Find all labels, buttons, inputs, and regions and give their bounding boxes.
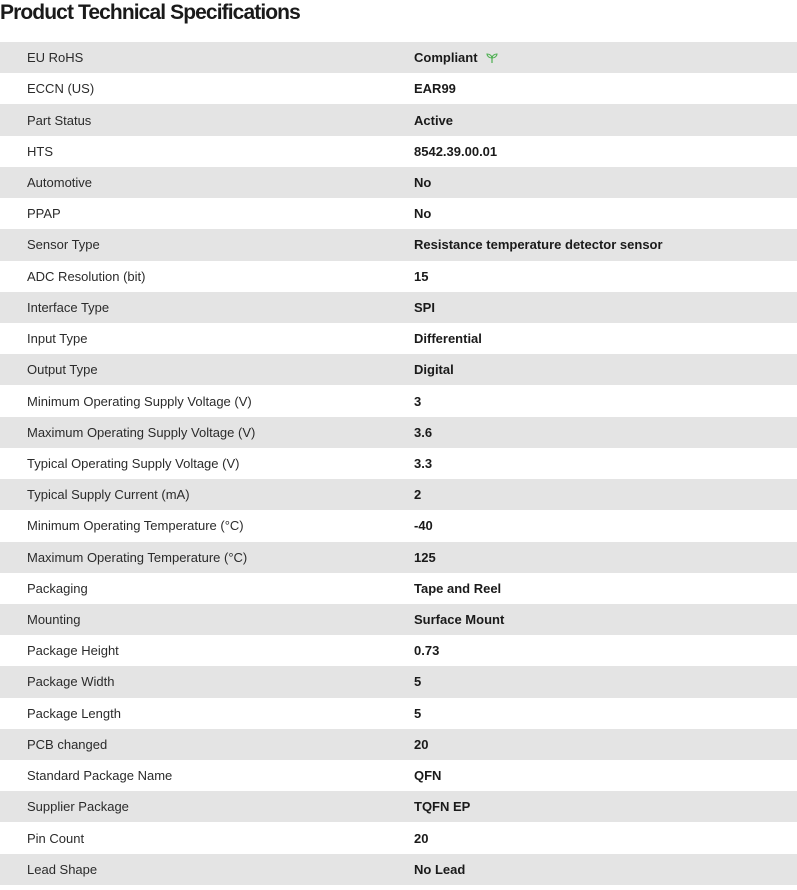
spec-row xyxy=(0,261,797,292)
spec-row xyxy=(0,104,797,135)
page-title: Product Technical Specifications xyxy=(0,1,300,24)
spec-row xyxy=(0,510,797,541)
spec-value-cell xyxy=(414,269,428,284)
spec-label: Packaging xyxy=(27,580,88,596)
spec-value-cell xyxy=(414,175,431,190)
spec-row xyxy=(0,136,797,167)
spec-value: Active xyxy=(414,112,454,128)
spec-value-cell xyxy=(414,643,439,658)
spec-label: Lead Shape xyxy=(27,861,98,877)
spec-row xyxy=(0,542,797,573)
spec-row xyxy=(0,385,797,416)
spec-row xyxy=(0,323,797,354)
spec-label: Package Length xyxy=(27,705,121,721)
spec-value: 3.3 xyxy=(414,455,433,471)
spec-value-cell xyxy=(414,206,431,221)
spec-row xyxy=(0,354,797,385)
spec-value: Surface Mount xyxy=(414,612,505,628)
spec-value: 3 xyxy=(414,393,422,409)
spec-label: Supplier Package xyxy=(27,799,129,815)
spec-label: Standard Package Name xyxy=(27,768,173,784)
spec-value-cell xyxy=(414,550,436,565)
spec-value: EAR99 xyxy=(414,81,456,97)
spec-row xyxy=(0,635,797,666)
spec-label: Maximum Operating Supply Voltage (V) xyxy=(27,424,256,440)
spec-value-cell xyxy=(414,831,428,846)
spec-label: Interface Type xyxy=(27,299,110,315)
spec-value-cell xyxy=(414,737,428,752)
spec-value-cell xyxy=(414,581,501,596)
spec-value: No xyxy=(414,206,432,222)
spec-value-cell xyxy=(414,799,470,814)
spec-value: 0.73 xyxy=(414,643,440,659)
spec-value-cell xyxy=(414,300,435,315)
spec-label: ADC Resolution (bit) xyxy=(27,268,146,284)
spec-value: QFN xyxy=(414,768,442,784)
spec-row xyxy=(0,729,797,760)
spec-label: Part Status xyxy=(27,112,92,128)
spec-row xyxy=(0,666,797,697)
spec-label: Minimum Operating Supply Voltage (V) xyxy=(27,393,252,409)
spec-row xyxy=(0,854,797,885)
spec-value: 20 xyxy=(414,736,429,752)
spec-row xyxy=(0,479,797,510)
spec-row xyxy=(0,73,797,104)
spec-value-cell xyxy=(414,331,482,346)
spec-row xyxy=(0,42,797,73)
spec-value: Differential xyxy=(414,331,482,347)
spec-value: Digital xyxy=(414,362,454,378)
spec-label: PPAP xyxy=(27,206,61,222)
spec-row xyxy=(0,198,797,229)
leaf-icon xyxy=(485,51,499,65)
spec-label: Input Type xyxy=(27,331,88,347)
spec-label: Mounting xyxy=(27,612,81,628)
spec-value: No Lead xyxy=(414,861,466,877)
spec-value: 5 xyxy=(414,674,422,690)
spec-value-cell xyxy=(414,674,421,689)
spec-table xyxy=(0,42,797,885)
spec-value: 5 xyxy=(414,705,422,721)
spec-value-cell xyxy=(414,394,421,409)
spec-row xyxy=(0,760,797,791)
spec-label: Output Type xyxy=(27,362,98,378)
spec-label: Typical Operating Supply Voltage (V) xyxy=(27,455,240,471)
spec-value-cell xyxy=(414,50,499,65)
spec-row xyxy=(0,698,797,729)
spec-label: Typical Supply Current (mA) xyxy=(27,487,190,503)
spec-value: Compliant xyxy=(414,50,478,66)
spec-label: HTS xyxy=(27,143,53,159)
spec-row xyxy=(0,229,797,260)
spec-row xyxy=(0,448,797,479)
spec-value-cell xyxy=(414,456,432,471)
spec-value-cell xyxy=(414,362,454,377)
spec-value-cell xyxy=(414,518,433,533)
spec-value: No xyxy=(414,174,432,190)
spec-row xyxy=(0,292,797,323)
spec-value: 8542.39.00.01 xyxy=(414,143,498,159)
spec-row xyxy=(0,573,797,604)
spec-label: EU RoHS xyxy=(27,50,84,66)
spec-value: TQFN EP xyxy=(414,799,471,815)
spec-label: Automotive xyxy=(27,174,93,190)
spec-value: 20 xyxy=(414,830,429,846)
spec-label: Package Height xyxy=(27,643,119,659)
spec-value: 125 xyxy=(414,549,436,565)
spec-label: Minimum Operating Temperature (°C) xyxy=(27,518,244,534)
spec-value: SPI xyxy=(414,299,435,315)
spec-value: 2 xyxy=(414,487,422,503)
spec-value: 3.6 xyxy=(414,424,433,440)
spec-label: Package Width xyxy=(27,674,115,690)
spec-value-cell xyxy=(414,81,456,96)
spec-value: -40 xyxy=(414,518,433,534)
spec-value-cell xyxy=(414,144,497,159)
spec-row xyxy=(0,167,797,198)
spec-row xyxy=(0,604,797,635)
spec-value-cell xyxy=(414,862,465,877)
spec-label: Maximum Operating Temperature (°C) xyxy=(27,549,248,565)
spec-value-cell xyxy=(414,768,441,783)
spec-value: Resistance temperature detector sensor xyxy=(414,237,663,253)
spec-value-cell xyxy=(414,706,421,721)
spec-value: 15 xyxy=(414,268,429,284)
spec-value-cell xyxy=(414,425,432,440)
spec-row xyxy=(0,822,797,853)
spec-value: Tape and Reel xyxy=(414,580,502,596)
spec-row xyxy=(0,417,797,448)
spec-value-cell xyxy=(414,612,504,627)
spec-label: Pin Count xyxy=(27,830,85,846)
spec-label: ECCN (US) xyxy=(27,81,95,97)
spec-value-cell xyxy=(414,487,421,502)
spec-value-cell xyxy=(414,113,453,128)
spec-row xyxy=(0,791,797,822)
spec-value-cell xyxy=(414,237,663,252)
spec-label: Sensor Type xyxy=(27,237,100,253)
spec-label: PCB changed xyxy=(27,736,108,752)
